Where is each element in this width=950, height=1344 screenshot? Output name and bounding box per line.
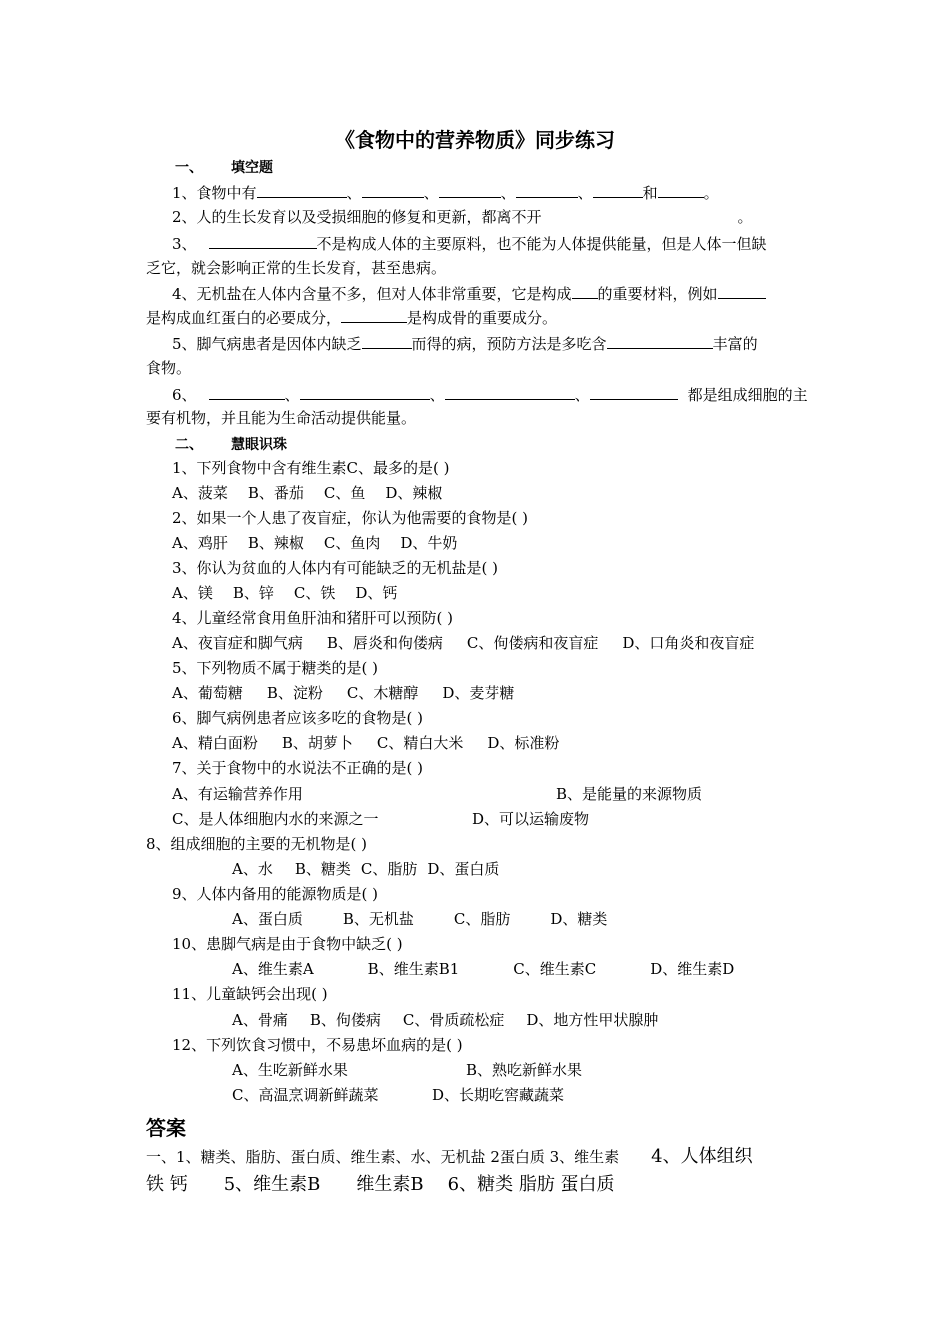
choice-options-3: A、镁 B、锌 C、铁 D、钙 [172,584,398,602]
answer-blank [209,384,285,400]
section-number: 二、 [175,437,203,453]
answer-blank [572,283,598,299]
choice-question-6: 6、脚气病例患者应该多吃的食物是( ) [172,709,424,727]
fill-question-4: 4、无机盐在人体内含量不多，但对人体非常重要，它是构成 的重要材料，例如 [172,283,766,304]
choice-question-3: 3、你认为贫血的人体内有可能缺乏的无机盐是( ) [172,559,499,577]
answer-blank [658,182,704,198]
choice-options-11: A、骨痛 B、佝偻病 C、骨质疏松症 D、地方性甲状腺肿 [232,1011,659,1029]
fill-question-4-cont: 是构成血红蛋白的必要成分， 是构成骨的重要成分。 [146,309,558,327]
answer-blank [341,307,407,323]
section-number: 一、 [175,160,203,176]
section-label: 慧眼识珠 [231,437,287,453]
choice-options-5: A、葡萄糖 B、淀粉 C、木糖醇 D、麦芽糖 [172,684,515,702]
fill-question-2: 2、人的生长发育以及受损细胞的修复和更新，都离不开 。 [172,208,753,226]
choice-question-12: 12、下列饮食习惯中，不易患坏血病的是( ) [172,1036,463,1054]
choice-options-7a: A、有运输营养作用 B、是能量的来源物质 [172,785,703,803]
answer-blank [362,182,424,198]
choice-question-5: 5、下列物质不属于糖类的是( ) [172,659,379,677]
page-title: 《食物中的营养物质》同步练习 [335,128,615,152]
fill-question-5: 5、脚气病患者是因体内缺乏 而得的病，预防方法是多吃含 丰富的 [172,335,758,353]
fill-question-6-cont: 要有机物，并且能为生命活动提供能量。 [146,409,417,427]
choice-question-2: 2、如果一个人患了夜盲症，你认为他需要的食物是( ) [172,509,529,527]
answer-blank [718,283,766,299]
answer-blank [209,233,317,249]
choice-options-4: A、夜盲症和脚气病 B、唇炎和佝偻病 C、佝偻病和夜盲症 D、口角炎和夜盲症 [172,634,755,652]
choice-question-11: 11、儿童缺钙会出现( ) [172,985,328,1003]
choice-question-4: 4、儿童经常食用鱼肝油和猪肝可以预防( ) [172,609,454,627]
answers-heading: 答案 [146,1116,186,1140]
choice-question-1: 1、下列食物中含有维生素C、最多的是( ) [172,459,450,477]
answer-blank [362,333,412,349]
choice-options-6: A、精白面粉 B、胡萝卜 C、精白大米 D、标准粉 [172,734,560,752]
answer-blank [607,333,713,349]
fill-question-3-cont: 乏它，就会影响正常的生长发育，甚至患病。 [146,259,447,277]
fill-question-5-cont: 食物。 [146,359,192,377]
fill-question-6: 6、 、 、 、 都是组成细胞的主 [172,386,808,404]
answer-blank [439,182,501,198]
choice-options-10: A、维生素A B、维生素B1 C、维生素C D、维生素D [232,960,735,978]
choice-options-1: A、菠菜 B、番茄 C、鱼 D、辣椒 [172,484,443,502]
fill-question-1: 1、食物中有 、 、 、 、 和 。 [172,184,719,202]
section-label: 填空题 [231,160,273,176]
answer-blank [300,384,430,400]
answer-blank [593,182,643,198]
section-choice-heading [175,434,287,454]
choice-options-7b: C、是人体细胞内水的来源之一 D、可以运输废物 [172,810,590,828]
answer-blank [516,182,578,198]
answer-blank [445,384,575,400]
choice-question-10: 10、患脚气病是由于食物中缺乏( ) [172,935,403,953]
choice-question-8: 8、组成细胞的主要的无机物是( ) [146,835,368,853]
choice-question-9: 9、人体内备用的能源物质是( ) [172,885,379,903]
answers-line-1: 一、1、糖类、脂肪、蛋白质、维生素、水、无机盐 2蛋白质 3、维生素 4、人体组织 [146,1146,753,1167]
choice-options-9: A、蛋白质 B、无机盐 C、脂肪 D、糖类 [232,910,608,928]
answers-line-2: 铁 钙 5、维生素B 维生素B 6、糖类 脂肪 蛋白质 [146,1174,615,1195]
answer-blank [590,384,678,400]
choice-options-2: A、鸡肝 B、辣椒 C、鱼肉 D、牛奶 [172,534,458,552]
section-fill-heading [175,157,273,177]
fill-question-3: 3、 不是构成人体的主要原料，也不能为人体提供能量，但是人体一但缺 [172,235,767,253]
choice-options-12a: A、生吃新鲜水果 B、熟吃新鲜水果 [232,1061,583,1079]
answer-blank [257,182,347,198]
choice-question-7: 7、关于食物中的水说法不正确的是( ) [172,759,424,777]
choice-options-12b: C、高温烹调新鲜蔬菜 D、长期吃窖藏蔬菜 [232,1086,565,1104]
choice-options-8: A、水 B、糖类 C、脂肪 D、蛋白质 [232,860,500,878]
